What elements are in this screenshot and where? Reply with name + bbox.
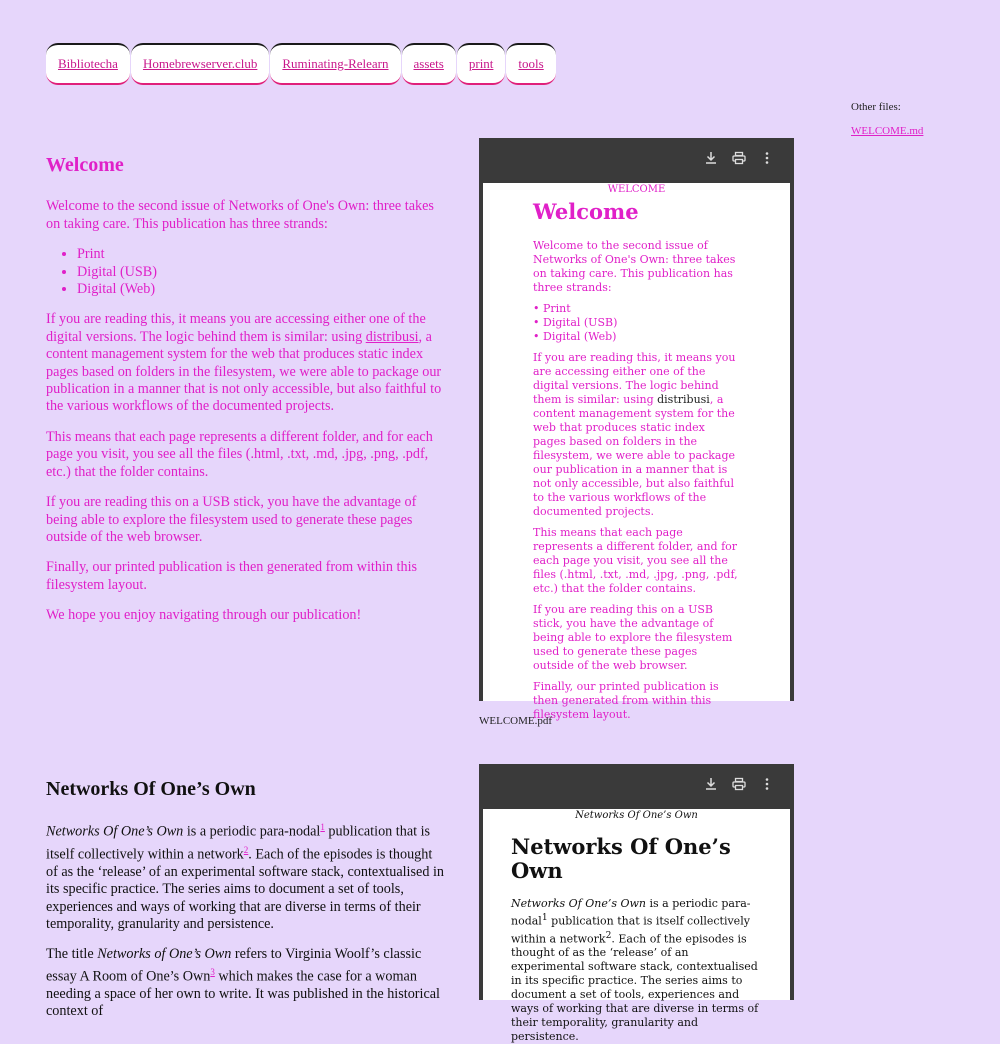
footnote-2-link[interactable]: 2 <box>243 844 249 855</box>
strands-list <box>46 246 446 298</box>
text-span: Networks Of One’s Own <box>511 897 647 910</box>
pdf-strands-list <box>533 302 738 344</box>
pdf-page <box>483 809 790 1044</box>
pdf-running-header: Networks Of One’s Own <box>575 810 698 821</box>
pdf-paragraph-3: This means that each page represents a different folder, and for each page you visit, you see all the files (.html, .txt, .md, .jpg, .png, .pdf, etc.) that the folder contains. <box>533 526 738 595</box>
footnote-3-link[interactable]: 3 <box>210 966 215 977</box>
nav-tab-tools[interactable]: tools <box>506 43 555 85</box>
pdf-paragraph-5: Finally, our printed publication is then generated from within this filesystem layout. <box>533 680 719 721</box>
networks-title: Networks Of One’s Own <box>46 778 256 800</box>
nav-tab-bibliotecha[interactable]: Bibliotecha <box>46 43 130 85</box>
pdf-running-header: WELCOME <box>607 184 666 195</box>
list-item: • Digital (Web) <box>533 330 738 344</box>
networks-paragraph-1 <box>46 819 446 933</box>
pdf-toolbar <box>479 764 794 809</box>
pdf-caption: WELCOME.pdf <box>479 715 553 727</box>
welcome-intro: Welcome to the second issue of Networks of One's Own: three takes on taking care. This publication has three strands: <box>46 198 434 232</box>
text-span: which makes the case for a woman needing a space of her own to write. It was published in the historical context of <box>46 968 440 1020</box>
pdf-paragraph-4: If you are reading this on a USB stick, you have the advantage of being able to explore the filesystem used to generate these pages outside of the web browser. <box>533 603 733 672</box>
footnote-1-link[interactable]: 1 <box>320 822 325 833</box>
text-span: . Each of the episodes is thought of as the ‘release’ of an experimental software stack, contextualised in its specific practice. The series aims to document a set of tools, experiences and ways of working that are diverse in terms of their temporality, granularity and persistence. <box>46 846 444 932</box>
top-nav <box>46 43 557 85</box>
welcome-paragraph-2 <box>46 311 446 415</box>
welcome-section <box>46 154 446 638</box>
pdf-viewer-networks[interactable] <box>479 764 794 1044</box>
text-span: refers to Virginia Woolf’s classic essay A Room of One’s Own <box>46 946 422 985</box>
text-span: Networks Of One’s Own <box>46 824 184 841</box>
list-item: • Digital (USB) <box>77 264 446 281</box>
text-span: publication that is itself collectively within a network <box>511 914 750 946</box>
download-icon[interactable] <box>704 777 718 791</box>
text-span: . Each of the episodes is thought of as the ‘release’ of an experimental software stack, contextualised in its specific practice. The series aims to document a set of tools, experiences and ways of working that are diverse in terms of their temporality, granularity and persistence. <box>511 932 759 1044</box>
other-files <box>851 101 923 137</box>
nav-tab-ruminating-relearn[interactable]: Ruminating-Relearn <box>270 43 400 85</box>
text-span: The title <box>46 946 98 963</box>
other-files-label: Other files: <box>851 101 901 113</box>
welcome-title: Welcome <box>46 154 124 176</box>
text-span: , a content management system for the web that produces static index pages based on folders in the filesystem, we were able to package our publication in a manner that is not only accessible, but also faithful to the various workflows of the documented projects. <box>46 328 442 415</box>
list-item: • Digital (Web) <box>77 281 446 298</box>
distribusi-link[interactable]: distribusi <box>365 328 419 345</box>
welcome-md-link[interactable]: WELCOME.md <box>851 125 924 137</box>
nav-tab-assets[interactable]: assets <box>402 43 456 85</box>
print-icon[interactable] <box>732 151 746 165</box>
welcome-paragraph-5: Finally, our printed publication is then generated from within this filesystem layout. <box>46 559 418 593</box>
welcome-paragraph-6: We hope you enjoy navigating through our publication! <box>46 607 362 624</box>
pdf-page <box>483 183 790 721</box>
list-item: • Digital (USB) <box>533 316 738 330</box>
pdf-intro: Welcome to the second issue of Networks of One's Own: three takes on taking care. This publication has three strands: <box>533 239 736 294</box>
nav-tab-print[interactable]: print <box>457 43 506 85</box>
pdf-title: Welcome <box>533 199 639 224</box>
pdf-title: Networks Of One’s Own <box>511 834 731 883</box>
list-item: • Print <box>77 246 446 263</box>
pdf-toolbar <box>479 138 794 183</box>
text-span: Networks of One’s Own <box>97 946 232 963</box>
pdf-paragraph-2 <box>533 351 738 519</box>
text-span: , a content management system for the web that produces static index pages based on folders in the filesystem, we were able to package our publication in a manner that is not only accessible, but also faithful to the various workflows of the documented projects. <box>533 393 736 518</box>
list-item: • Print <box>533 302 738 316</box>
text-span: 1 <box>541 912 548 923</box>
text-span: 2 <box>605 929 612 941</box>
networks-paragraph-2 <box>46 946 446 1020</box>
nav-tab-homebrewserver[interactable]: Homebrewserver.club <box>131 43 269 85</box>
more-vertical-icon[interactable] <box>760 151 774 165</box>
text-span: is a periodic para-nodal <box>511 897 751 928</box>
text-span: publication that is itself collectively within a network <box>46 824 431 863</box>
download-icon[interactable] <box>704 151 718 165</box>
pdf-distribusi-text: distribusi <box>657 393 710 406</box>
welcome-paragraph-3: This means that each page represents a different folder, and for each page you visit, you see all the files (.html, .txt, .md, .jpg, .png, .pdf, etc.) that the folder contains. <box>46 428 433 480</box>
more-vertical-icon[interactable] <box>760 777 774 791</box>
print-icon[interactable] <box>732 777 746 791</box>
text-span: If you are reading this, it means you are accessing either one of the digital versions. The logic behind them is similar: using <box>533 351 736 406</box>
pdf-paragraph-1 <box>511 897 760 1044</box>
networks-section <box>46 778 446 1034</box>
text-span: If you are reading this, it means you are accessing either one of the digital versions. The logic behind them is similar: using <box>46 311 426 345</box>
text-span: is a periodic para-nodal <box>183 824 321 841</box>
welcome-paragraph-4: If you are reading this on a USB stick, you have the advantage of being able to explore the filesystem used to generate these pages outside of the web browser. <box>46 494 417 545</box>
